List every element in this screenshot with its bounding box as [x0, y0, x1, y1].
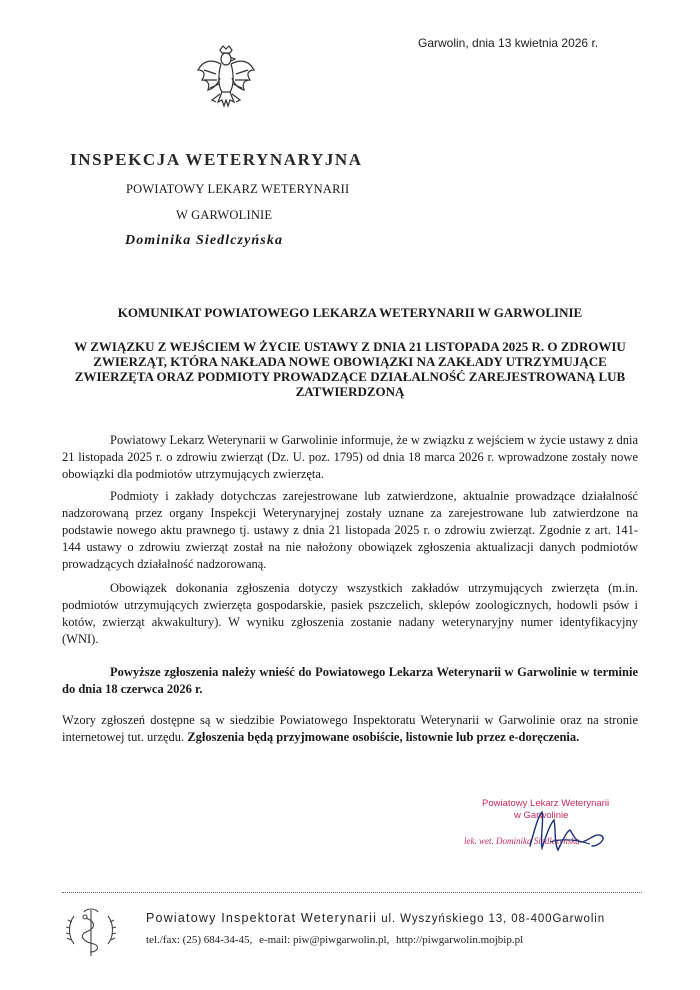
footer-institution-name: Powiatowy Inspektorat Weterynarii — [146, 911, 378, 925]
official-location: W GARWOLINIE — [176, 208, 273, 222]
footer-contact — [146, 934, 527, 946]
stamp-location: w Garwolinie — [514, 810, 569, 821]
paragraph-deadline: Powyższe zgłoszenia należy wnieść do Powiatowego Lekarza Weterynarii w Garwolinie w terminie do dnia 18 czerwca 2026 r. — [62, 665, 638, 696]
submission-methods-text: Zgłoszenia będą przyjmowane osobiście, listownie lub przez e-doręczenia. — [187, 730, 580, 744]
footer-institution — [146, 911, 605, 925]
institution-name: INSPEKCJA WETERYNARYJNA — [70, 150, 363, 169]
announcement-subheading: W ZWIĄZKU Z WEJŚCIEM W ŻYCIE USTAWY Z DNIA 21 LISTOPADA 2025 R. O ZDROWIU ZWIERZĄT, KTÓRA NAKŁADA NOWE OBOWIĄZKI NA ZAKŁADY UTRZYMUJĄCE ZWIERZĘTA ORAZ PODMIOTY PROWADZĄCE DZIAŁALNOŚĆ ZAREJESTROWANĄ LUB ZATWIERDZONĄ — [74, 339, 626, 399]
officer-name: Dominika Siedlczyńska — [125, 233, 284, 248]
footer-address: ul. Wyszyńskiego 13, 08-400Garwolin — [381, 913, 606, 925]
footer-divider — [62, 892, 642, 893]
paragraph-forms — [62, 712, 638, 746]
official-stamp — [464, 790, 630, 860]
polish-eagle-emblem-icon — [196, 44, 256, 114]
footer-phone: tel./fax: (25) 684-34-45, — [146, 934, 253, 946]
paragraph-obligation: Obowiązek dokonania zgłoszenia dotyczy wszystkich zakładów utrzymujących zwierzęta (m.in. podmiotów utrzymujących zwierzęta gospodarskie, pasiek pszczelich, sklepów zoologicznych, hodowli psów i kotów, zwierząt akwakultury). W wyniku zgłoszenia zostanie nadany weterynaryjny numer identyfikacyjny (WNI). — [62, 581, 638, 646]
forms-info-text: Wzory zgłoszeń dostępne są w siedzibie Powiatowego Inspektoratu Weterynarii w Garwolinie oraz na stronie internetowej tut. urzędu. — [62, 713, 638, 744]
paragraph-intro: Powiatowy Lekarz Weterynarii w Garwolinie informuje, że w związku z wejściem w życie ustawy z dnia 21 listopada 2025 r. o zdrowiu zwierząt (Dz. U. poz. 1795) od dnia 18 marca 2026 r. wprowadzone zostały nowe obowiązki dla podmiotów utrzymujących zwierzęta. — [62, 433, 638, 481]
official-title: POWIATOWY LEKARZ WETERYNARII — [126, 182, 350, 196]
stamp-officer: lek. wet. Dominika Siedlczyńska — [464, 836, 580, 846]
footer-email[interactable]: e-mail: piw@piwgarwolin.pl, — [259, 934, 390, 946]
paragraph-registration: Podmioty i zakłady dotychczas zarejestrowane lub zatwierdzone, aktualnie prowadzące działalność nadzorowaną przez organy Inspekcji Weterynaryjnej zostały uznane za zarejestrowane lub zatwierdzone na podstawie nowego aktu prawnego tj. ustawy z dnia 21 listopada 2025 r. o zdrowiu zwierząt. Zgodnie z art. 141-144 ustawy o zdrowiu zwierząt został na nie nałożony obowiązek zgłoszenia aktualizacji danych podmiotów prowadzących działalność nadzorowaną. — [62, 489, 638, 571]
footer-website[interactable]: http://piwgarwolin.mojbip.pl — [396, 934, 524, 946]
handwritten-signature — [520, 802, 620, 858]
document-date: Garwolin, dnia 13 kwietnia 2026 r. — [418, 36, 599, 50]
stamp-title: Powiatowy Lekarz Weterynarii — [482, 798, 610, 809]
announcement-heading: KOMUNIKAT POWIATOWEGO LEKARZA WETERYNARII W GARWOLINIE — [117, 305, 583, 320]
veterinary-caduceus-logo-icon — [62, 904, 120, 962]
